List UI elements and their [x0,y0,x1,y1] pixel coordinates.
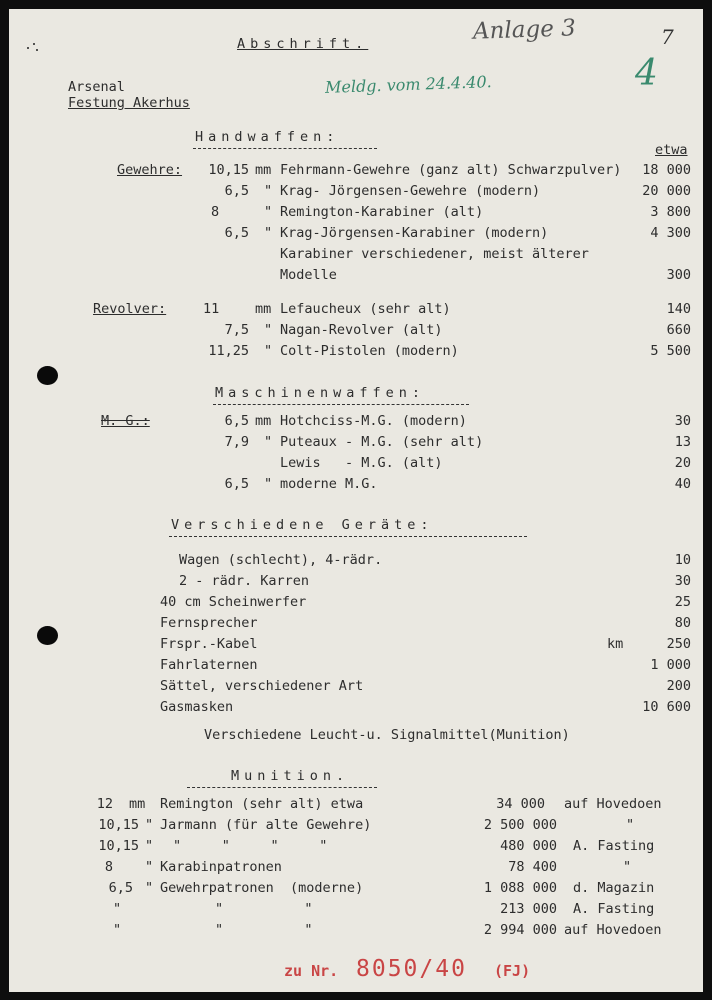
caliber: 12 [96,796,113,812]
caliber: 11 [203,301,220,317]
caliber-unit: " [264,183,273,199]
item-location: auf Hovedoen [564,796,662,812]
item-unit: km [607,636,624,652]
item-description: Frspr.-Kabel [160,636,258,652]
caliber-unit: " [264,204,273,220]
item-quantity: 80 [674,615,691,631]
caliber-unit: " [264,343,273,359]
item-quantity: 200 [666,678,691,694]
item-quantity: 250 [666,636,691,652]
heading-underline [213,404,469,405]
item-quantity: 660 [666,322,691,338]
caliber: 10,15 [98,838,139,854]
item-description: " " [215,901,313,917]
annex-handwriting: Anlage 3 [472,15,577,45]
caliber: 6,5 [224,225,249,241]
caliber-unit: " [145,817,154,833]
item-description: Gasmasken [160,699,234,715]
section-heading-handwaffen: Handwaffen: [195,129,340,145]
caliber-unit: " [145,838,154,854]
item-quantity: 78 400 [508,859,557,875]
item-description: Gewehrpatronen (moderne) [160,880,364,896]
item-description: Karabinpatronen [160,859,282,875]
item-description: Lefaucheux (sehr alt) [280,301,451,317]
item-description: Krag- Jörgensen-Gewehre (modern) [280,183,541,199]
item-quantity: 140 [666,301,691,317]
caliber-unit: mm [255,162,272,178]
item-description: Lewis - M.G. (alt) [280,455,443,471]
item-description: Fehrmann-Gewehre (ganz alt) Schwarzpulver) [280,162,622,178]
caliber: 10,15 [208,162,249,178]
caliber-unit: " [145,859,154,875]
item-quantity: 2 500 000 [483,817,557,833]
item-description: Wagen (schlecht), 4-rädr. [179,552,383,568]
caliber-unit: mm [255,301,272,317]
item-description: 2 - rädr. Karren [179,573,310,589]
caliber: 6,5 [224,413,249,429]
item-quantity: 30 [674,573,691,589]
caliber: " [113,922,122,938]
item-description: 40 cm Scheinwerfer [160,594,307,610]
item-quantity: 18 000 [642,162,691,178]
item-description: Jarmann (für alte Gewehre) [160,817,372,833]
heading-underline [193,148,377,149]
item-description: moderne M.G. [280,476,378,492]
header-line-2: Festung Akerhus [68,95,190,111]
caliber: 10,15 [98,817,139,833]
item-quantity: 3 800 [650,204,691,220]
caliber: 6,5 [108,880,133,896]
caliber-unit: " [264,225,273,241]
item-quantity: 34 000 [496,796,545,812]
stamp-suffix: (FJ) [494,962,531,980]
signalmittel-note: Verschiedene Leucht-u. Signalmittel(Munition) [204,727,570,743]
item-description: Modelle [280,267,337,283]
item-description: Fernsprecher [160,615,258,631]
ink-specks [27,43,39,51]
caliber: 6,5 [224,476,249,492]
mg-label: M. G.: [101,413,150,429]
revolver-label: Revolver: [93,301,167,317]
file-number-stamp [284,956,544,986]
item-quantity: 13 [674,434,691,450]
caliber-unit: " [264,322,273,338]
item-quantity: 213 000 [500,901,557,917]
item-location: " [623,859,632,875]
header-line-1: Arsenal [68,79,125,95]
big-number-handwriting: 4 [635,53,658,94]
item-description: Karabiner verschiedener, meist älterer [280,246,589,262]
caliber-unit: " [145,880,154,896]
caliber: 7,5 [224,322,249,338]
caliber-unit: " [264,434,273,450]
item-location: " [626,817,635,833]
caliber: 11,25 [208,343,249,359]
heading-underline [187,787,377,788]
item-location: d. Magazin [573,880,655,896]
punch-hole-bottom [37,626,58,645]
item-description: Fahrlaternen [160,657,258,673]
report-date-handwriting: Meldg. vom 24.4.40. [324,72,492,97]
item-quantity: 300 [666,267,691,283]
item-description: Puteaux - M.G. (sehr alt) [280,434,484,450]
item-location: A. Fasting [573,901,655,917]
item-quantity: 1 000 [650,657,691,673]
item-description: Hotchciss-M.G. (modern) [280,413,467,429]
item-quantity: 5 500 [650,343,691,359]
item-quantity: 10 [674,552,691,568]
item-description: Remington-Karabiner (alt) [280,204,484,220]
section-heading-munition: Munition. [231,768,350,784]
item-description: Nagan-Revolver (alt) [280,322,443,338]
stamp-prefix: zu Nr. [284,962,339,980]
caliber-unit: mm [255,413,272,429]
column-header-etwa: etwa [655,142,688,158]
item-quantity: 1 088 000 [483,880,557,896]
section-heading-geraete: Verschiedene Geräte: [171,517,434,533]
item-quantity: 40 [674,476,691,492]
item-location: auf Hovedoen [564,922,662,938]
caliber-unit: " [264,476,273,492]
item-description: Colt-Pistolen (modern) [280,343,459,359]
item-quantity: 10 600 [642,699,691,715]
page-title: Abschrift. [237,36,369,52]
caliber: 8 [104,859,113,875]
item-quantity: 480 000 [500,838,557,854]
item-location: A. Fasting [573,838,655,854]
caliber: 8 [211,204,220,220]
caliber: 7,9 [224,434,249,450]
caliber-unit: mm [129,796,146,812]
item-quantity: 20 [674,455,691,471]
caliber: 6,5 [224,183,249,199]
item-quantity: 20 000 [642,183,691,199]
heading-underline [169,536,527,537]
item-quantity: 25 [674,594,691,610]
page-number-handwriting: 7 [661,25,674,49]
document-page [9,9,703,992]
item-quantity: 30 [674,413,691,429]
stamp-number: 8050/40 [356,956,467,982]
punch-hole-top [37,366,58,385]
item-description: Krag-Jörgensen-Karabiner (modern) [280,225,549,241]
item-quantity: 2 994 000 [483,922,557,938]
item-description: Sättel, verschiedener Art [160,678,364,694]
item-description: " " [215,922,313,938]
item-description: " " " " [173,838,328,854]
gewehre-label: Gewehre: [117,162,183,178]
caliber: " [113,901,122,917]
section-heading-maschinenwaffen: Maschinenwaffen: [215,385,426,401]
item-quantity: 4 300 [650,225,691,241]
item-description: Remington (sehr alt) etwa [160,796,364,812]
